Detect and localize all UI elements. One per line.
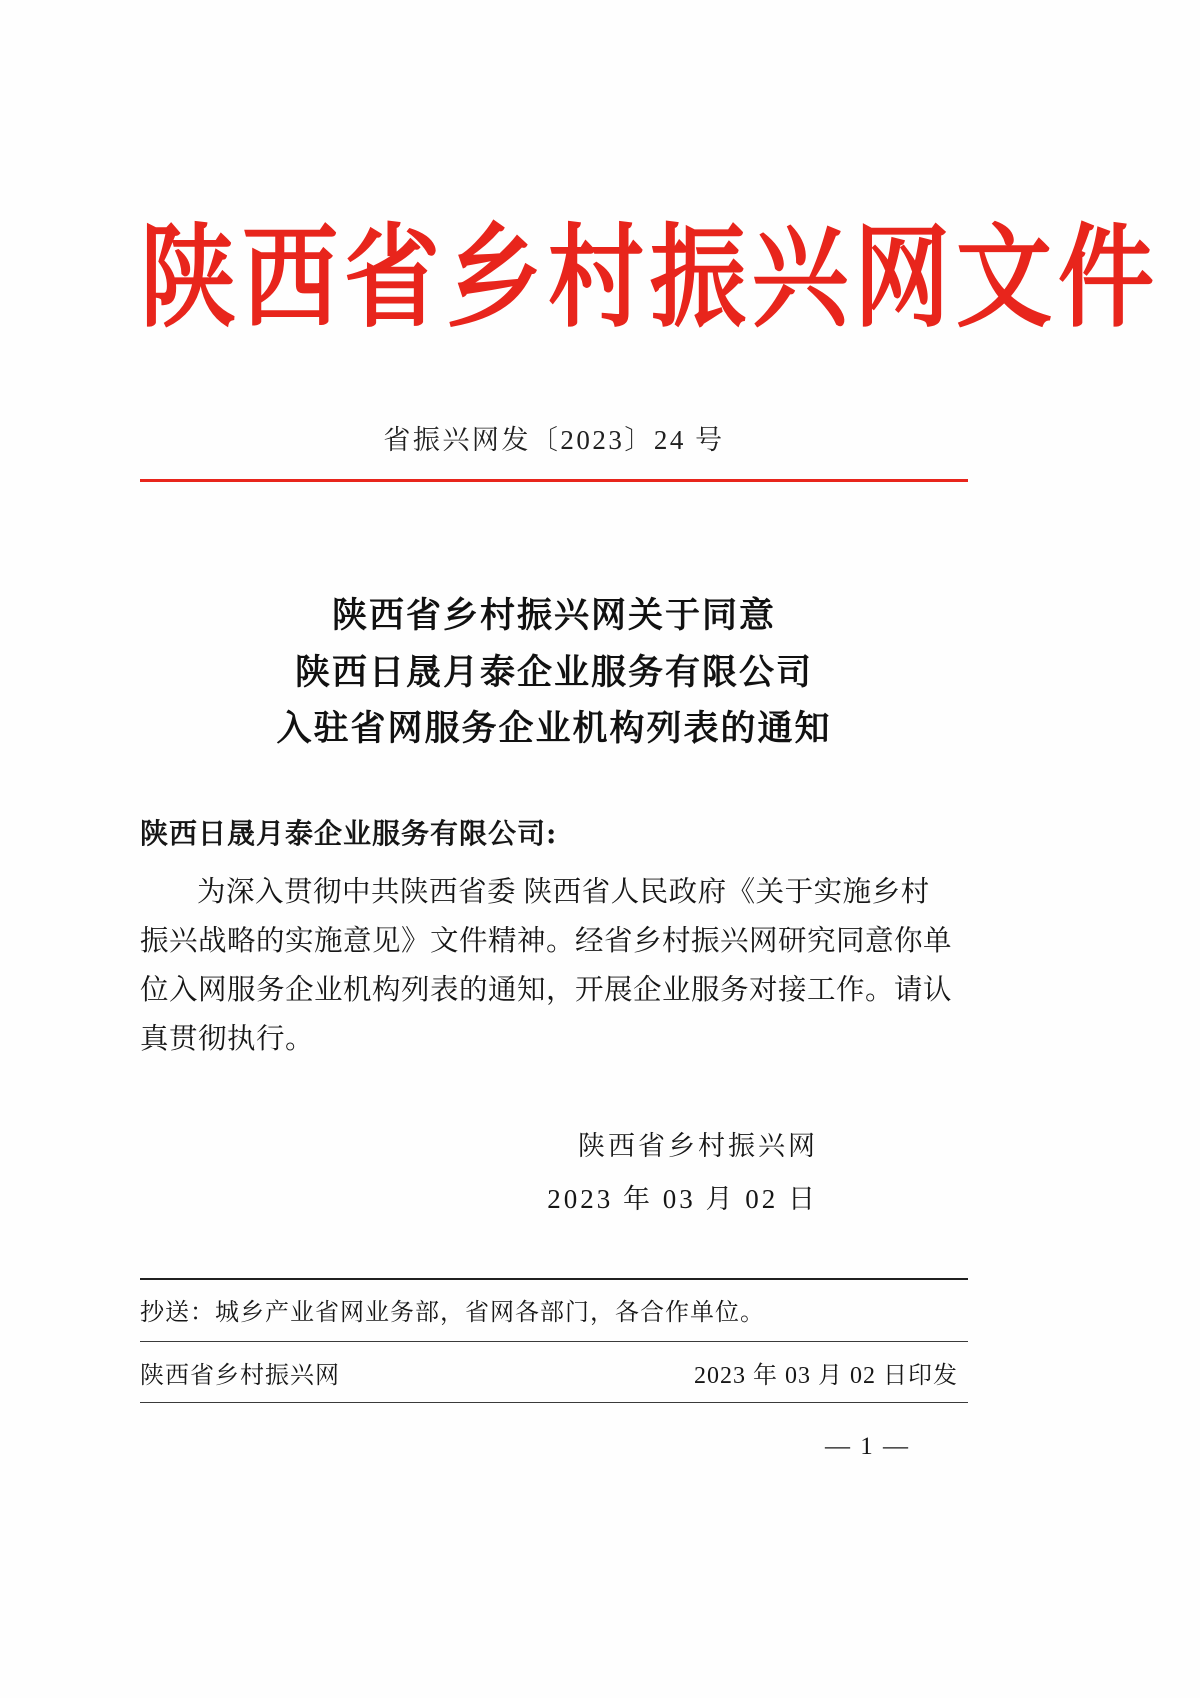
- masthead-title: 陕西省乡村振兴网文件: [140, 211, 1160, 343]
- footer-bottom-rule: [140, 1402, 968, 1403]
- signature-date: 2023 年 03 月 02 日: [547, 1183, 818, 1214]
- title-line-1: 陕西省乡村振兴网关于同意: [331, 595, 776, 636]
- cc-line: 抄送：城乡产业省网业务部，省网各部门，各合作单位。: [140, 1300, 765, 1326]
- page-number: — 1 —: [825, 1433, 910, 1460]
- footer-print-date: 2023 年 03 月 02 日印发: [694, 1363, 958, 1389]
- signature-block: [140, 1120, 968, 1225]
- title-line-3: 入驻省网服务企业机构列表的通知: [276, 708, 832, 750]
- document-title: [140, 588, 968, 758]
- red-separator-rule: [140, 479, 968, 482]
- body-paragraph: [140, 868, 968, 1064]
- issuer-row: [140, 1342, 968, 1402]
- document-body: [140, 0, 1160, 1225]
- document-footer: [140, 1278, 968, 1461]
- title-line-2: 陕西日晟月泰企业服务有限公司: [294, 651, 813, 693]
- body-line-2: 振兴战略的实施意见》文件精神。经省乡村振兴网研究同意你单: [140, 926, 953, 958]
- document-number-row: [140, 418, 968, 457]
- body-line-1: 为深入贯彻中共陕西省委 陕西省人民政府《关于实施乡村: [197, 877, 930, 909]
- masthead: [140, 211, 1160, 343]
- document-number: 省振兴网发〔2023〕24 号: [383, 425, 725, 455]
- body-line-4: 真贯彻执行。: [140, 1024, 315, 1056]
- footer-issuer: 陕西省乡村振兴网: [140, 1363, 340, 1389]
- salutation: 陕西日晟月泰企业服务有限公司:: [140, 817, 558, 851]
- body-line-3: 位入网服务企业机构列表的通知，开展企业服务对接工作。请认: [140, 975, 953, 1007]
- signature-organization: 陕西省乡村振兴网: [578, 1131, 818, 1162]
